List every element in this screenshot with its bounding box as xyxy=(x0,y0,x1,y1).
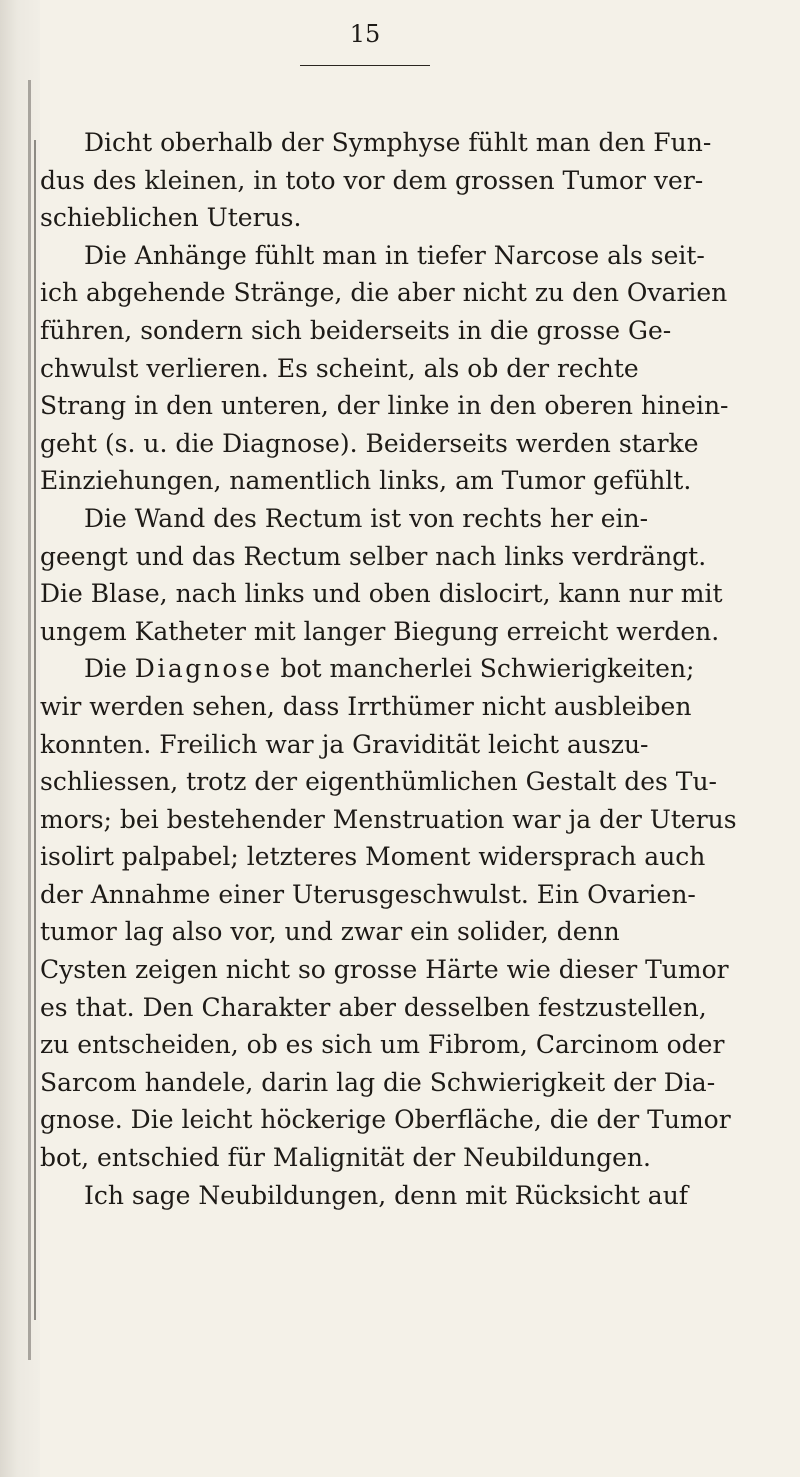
text-run: Die Wand des Rectum ist von rechts her ein- xyxy=(84,503,649,533)
text-run: dus des kleinen, in toto vor dem grossen Tumor ver- xyxy=(40,165,704,195)
page-number: 15 xyxy=(349,20,381,48)
text-line xyxy=(40,1101,750,1139)
text-run: chwulst verlieren. Es scheint, als ob der rechte xyxy=(40,353,639,383)
text-run: Ich sage Neubildungen, denn mit Rücksicht auf xyxy=(84,1180,689,1210)
text-line xyxy=(40,538,750,576)
text-run: Einziehungen, namentlich links, am Tumor gefühlt. xyxy=(40,466,692,496)
text-run: Die Anhänge fühlt man in tiefer Narcose als seit- xyxy=(84,240,705,270)
text-line xyxy=(40,876,750,914)
text-run: zu entscheiden, ob es sich um Fibrom, Carcinom oder xyxy=(40,1030,725,1060)
text-run: ungem Katheter mit langer Biegung erreicht werden. xyxy=(40,616,720,646)
text-line xyxy=(40,989,750,1027)
spaced-term: Diagnose xyxy=(134,654,273,684)
text-line xyxy=(40,951,750,989)
header-rule xyxy=(300,65,430,66)
text-run: wir werden sehen, dass Irrthümer nicht ausbleiben xyxy=(40,691,692,721)
text-line xyxy=(40,462,750,500)
text-line xyxy=(40,124,750,162)
text-line xyxy=(40,387,750,425)
text-line xyxy=(40,237,750,275)
text-run: Die Blase, nach links und oben dislocirt, kann nur mit xyxy=(40,579,723,609)
text-line xyxy=(40,650,750,688)
text-line xyxy=(40,1064,750,1102)
text-run: es that. Den Charakter aber desselben festzustellen, xyxy=(40,992,707,1022)
text-run: Sarcom handele, darin lag die Schwierigkeit der Dia- xyxy=(40,1067,716,1097)
text-run: führen, sondern sich beiderseits in die grosse Ge- xyxy=(40,315,672,345)
text-run: geengt und das Rectum selber nach links verdrängt. xyxy=(40,541,707,571)
text-line xyxy=(40,688,750,726)
text-line xyxy=(40,838,750,876)
text-run: Cysten zeigen nicht so grosse Härte wie dieser Tumor xyxy=(40,955,729,985)
text-line xyxy=(40,312,750,350)
text-line xyxy=(40,500,750,538)
text-line xyxy=(40,1139,750,1177)
text-line xyxy=(40,801,750,839)
body-text xyxy=(40,124,750,1214)
text-line xyxy=(40,1177,750,1215)
text-run: Die xyxy=(84,654,135,684)
facing-page-edge xyxy=(34,140,36,1320)
text-line xyxy=(40,726,750,764)
text-run: gnose. Die leicht höckerige Oberfläche, die der Tumor xyxy=(40,1105,731,1135)
text-run: bot mancherlei Schwierigkeiten; xyxy=(272,654,695,684)
text-line xyxy=(40,1026,750,1064)
text-line xyxy=(40,575,750,613)
text-run: bot, entschied für Malignität der Neubildungen. xyxy=(40,1143,651,1173)
text-run: ich abgehende Stränge, die aber nicht zu den Ovarien xyxy=(40,278,728,308)
text-line xyxy=(40,425,750,463)
text-run: schliessen, trotz der eigenthümlichen Gestalt des Tu- xyxy=(40,767,717,797)
text-line xyxy=(40,199,750,237)
text-run: isolirt palpabel; letzteres Moment widersprach auch xyxy=(40,842,706,872)
text-run: geht (s. u. die Diagnose). Beiderseits werden starke xyxy=(40,428,699,458)
text-run: tumor lag also vor, und zwar ein solider, denn xyxy=(40,917,620,947)
text-run: Strang in den unteren, der linke in den oberen hinein- xyxy=(40,391,729,421)
text-run: der Annahme einer Uterusgeschwulst. Ein Ovarien- xyxy=(40,879,696,909)
text-line xyxy=(40,162,750,200)
text-run: mors; bei bestehender Menstruation war ja der Uterus xyxy=(40,804,737,834)
text-line xyxy=(40,613,750,651)
facing-page-edge xyxy=(28,80,31,1360)
text-line xyxy=(40,913,750,951)
text-run: schieblichen Uterus. xyxy=(40,203,302,233)
text-line xyxy=(40,763,750,801)
text-line xyxy=(40,274,750,312)
text-line xyxy=(40,350,750,388)
text-run: konnten. Freilich war ja Gravidität leicht auszu- xyxy=(40,729,649,759)
text-run: Dicht oberhalb der Symphyse fühlt man den Fun- xyxy=(84,128,712,157)
